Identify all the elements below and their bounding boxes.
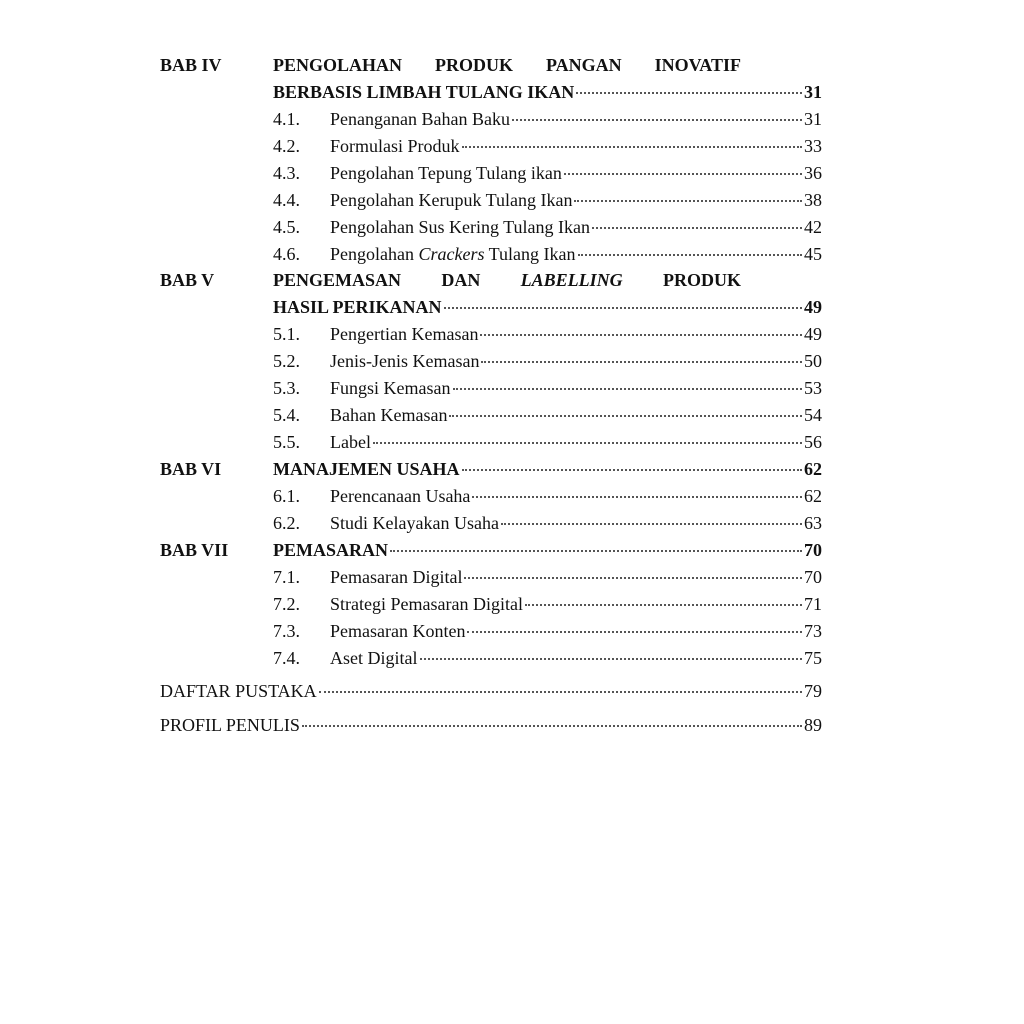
- section-title: Jenis-Jenis Kemasan: [330, 351, 480, 371]
- dot-leader: [444, 289, 802, 309]
- section-title: Bahan Kemasan: [330, 405, 448, 425]
- dot-leader: [525, 586, 802, 606]
- page-number: 56: [804, 432, 822, 452]
- page-number: 75: [804, 648, 822, 668]
- dot-leader: [574, 182, 802, 202]
- section-entry: [160, 644, 822, 671]
- dot-leader: [464, 559, 802, 579]
- page-number: 71: [804, 594, 822, 614]
- page-number: 49: [804, 297, 822, 317]
- page-number: 63: [804, 513, 822, 533]
- title-word: DAN: [441, 270, 481, 290]
- entry-title: PROFIL PENULIS: [160, 715, 300, 735]
- page-number: 62: [804, 486, 822, 506]
- dot-leader: [453, 370, 803, 390]
- section-title: Strategi Pemasaran Digital: [330, 594, 523, 614]
- section-title-italic: Crackers: [418, 244, 485, 264]
- dot-leader: [319, 673, 802, 693]
- section-title: Formulasi Produk: [330, 136, 460, 156]
- chapter-title-text: HASIL PERIKANAN: [273, 297, 442, 317]
- section-title: Pengertian Kemasan: [330, 324, 479, 344]
- page-number: 62: [804, 459, 822, 479]
- dot-leader: [481, 343, 802, 363]
- section-number: 5.3.: [273, 378, 300, 398]
- section-title: Pengolahan Sus Kering Tulang Ikan: [330, 217, 590, 237]
- chapter-bab-iv: [160, 52, 822, 267]
- page-number: 53: [804, 378, 822, 398]
- page-number: 70: [804, 567, 822, 587]
- section-title: Pemasaran Konten: [330, 621, 466, 641]
- section-title: Pemasaran Digital: [330, 567, 463, 587]
- chapter-heading: [160, 267, 822, 320]
- page-number: 89: [804, 715, 822, 735]
- section-number: 4.6.: [273, 244, 300, 264]
- page-number: 49: [804, 324, 822, 344]
- chapter-title-text: MANAJEMEN USAHA: [273, 459, 460, 479]
- section-entry: [160, 240, 822, 267]
- section-number: 4.4.: [273, 190, 300, 210]
- dot-leader: [462, 451, 803, 471]
- dot-leader: [564, 155, 802, 175]
- chapter-number: BAB V: [160, 270, 215, 290]
- section-title: Aset Digital: [330, 648, 418, 668]
- section-number: 7.3.: [273, 621, 300, 641]
- dot-leader: [449, 397, 802, 417]
- chapter-heading: [160, 52, 822, 105]
- section-title: Fungsi Kemasan: [330, 378, 451, 398]
- page-number: 73: [804, 621, 822, 641]
- section-title: [330, 241, 576, 267]
- section-number: 6.1.: [273, 486, 300, 506]
- section-title: Studi Kelayakan Usaha: [330, 513, 499, 533]
- section-number: 7.4.: [273, 648, 300, 668]
- dot-leader: [420, 640, 803, 660]
- dot-leader: [472, 478, 802, 498]
- dot-leader: [512, 101, 802, 121]
- dot-leader: [501, 505, 802, 525]
- title-word: PANGAN: [545, 55, 622, 75]
- section-number: 6.2.: [273, 513, 300, 533]
- title-word: PENGEMASAN: [273, 270, 402, 290]
- dot-leader: [467, 613, 802, 633]
- page-number: 33: [804, 136, 822, 156]
- dot-leader: [592, 209, 802, 229]
- chapter-bab-vii: [160, 536, 822, 671]
- title-word-italic: LABELLING: [520, 270, 623, 290]
- page-number: 79: [804, 681, 822, 701]
- section-number: 4.5.: [273, 217, 300, 237]
- section-title: Penanganan Bahan Baku: [330, 109, 510, 129]
- section-number: 5.4.: [273, 405, 300, 425]
- page-number: 38: [804, 190, 822, 210]
- title-word: PRODUK: [435, 55, 513, 75]
- section-title: Pengolahan Tepung Tulang ikan: [330, 163, 562, 183]
- page-number: 50: [804, 351, 822, 371]
- section-number: 5.2.: [273, 351, 300, 371]
- page-number: 45: [804, 244, 822, 264]
- toc-entry-daftar-pustaka: [160, 677, 822, 704]
- page-number: 54: [804, 405, 822, 425]
- dot-leader: [480, 316, 802, 336]
- page-number: 31: [804, 109, 822, 129]
- title-word: PRODUK: [662, 270, 741, 290]
- toc-entry-profil-penulis: [160, 711, 822, 738]
- chapter-bab-vi: [160, 455, 822, 536]
- chapter-number: BAB VI: [160, 459, 222, 479]
- table-of-contents: [160, 52, 822, 738]
- entry-title: DAFTAR PUSTAKA: [160, 681, 317, 701]
- dot-leader: [302, 707, 802, 727]
- section-number: 4.3.: [273, 163, 300, 183]
- page-number: 42: [804, 217, 822, 237]
- section-title-part: Tulang Ikan: [484, 244, 576, 264]
- dot-leader: [462, 128, 802, 148]
- page-number: 36: [804, 163, 822, 183]
- dot-leader: [576, 74, 802, 94]
- section-title-part: Pengolahan: [330, 244, 419, 264]
- title-word: PENGOLAHAN: [273, 55, 403, 75]
- page-number: 31: [804, 82, 822, 102]
- dot-leader: [578, 236, 803, 256]
- section-number: 4.1.: [273, 109, 300, 129]
- chapter-title-text: PEMASARAN: [273, 540, 388, 560]
- section-number: 5.1.: [273, 324, 300, 344]
- section-number: 4.2.: [273, 136, 300, 156]
- chapter-number: BAB IV: [160, 55, 222, 75]
- title-word: INOVATIF: [654, 55, 741, 75]
- chapter-title: [273, 52, 822, 105]
- chapter-number: BAB VII: [160, 540, 229, 560]
- section-title: Pengolahan Kerupuk Tulang Ikan: [330, 190, 573, 210]
- dot-leader: [390, 532, 802, 552]
- section-number: 7.2.: [273, 594, 300, 614]
- chapter-title-text: BERBASIS LIMBAH TULANG IKAN: [273, 82, 575, 102]
- dot-leader: [373, 424, 802, 444]
- chapter-title: [273, 267, 822, 320]
- chapter-bab-v: [160, 267, 822, 455]
- section-number: 5.5.: [273, 432, 300, 452]
- section-title: Label: [330, 432, 371, 452]
- page-number: 70: [804, 540, 822, 560]
- section-title: Perencanaan Usaha: [330, 486, 471, 506]
- section-number: 7.1.: [273, 567, 300, 587]
